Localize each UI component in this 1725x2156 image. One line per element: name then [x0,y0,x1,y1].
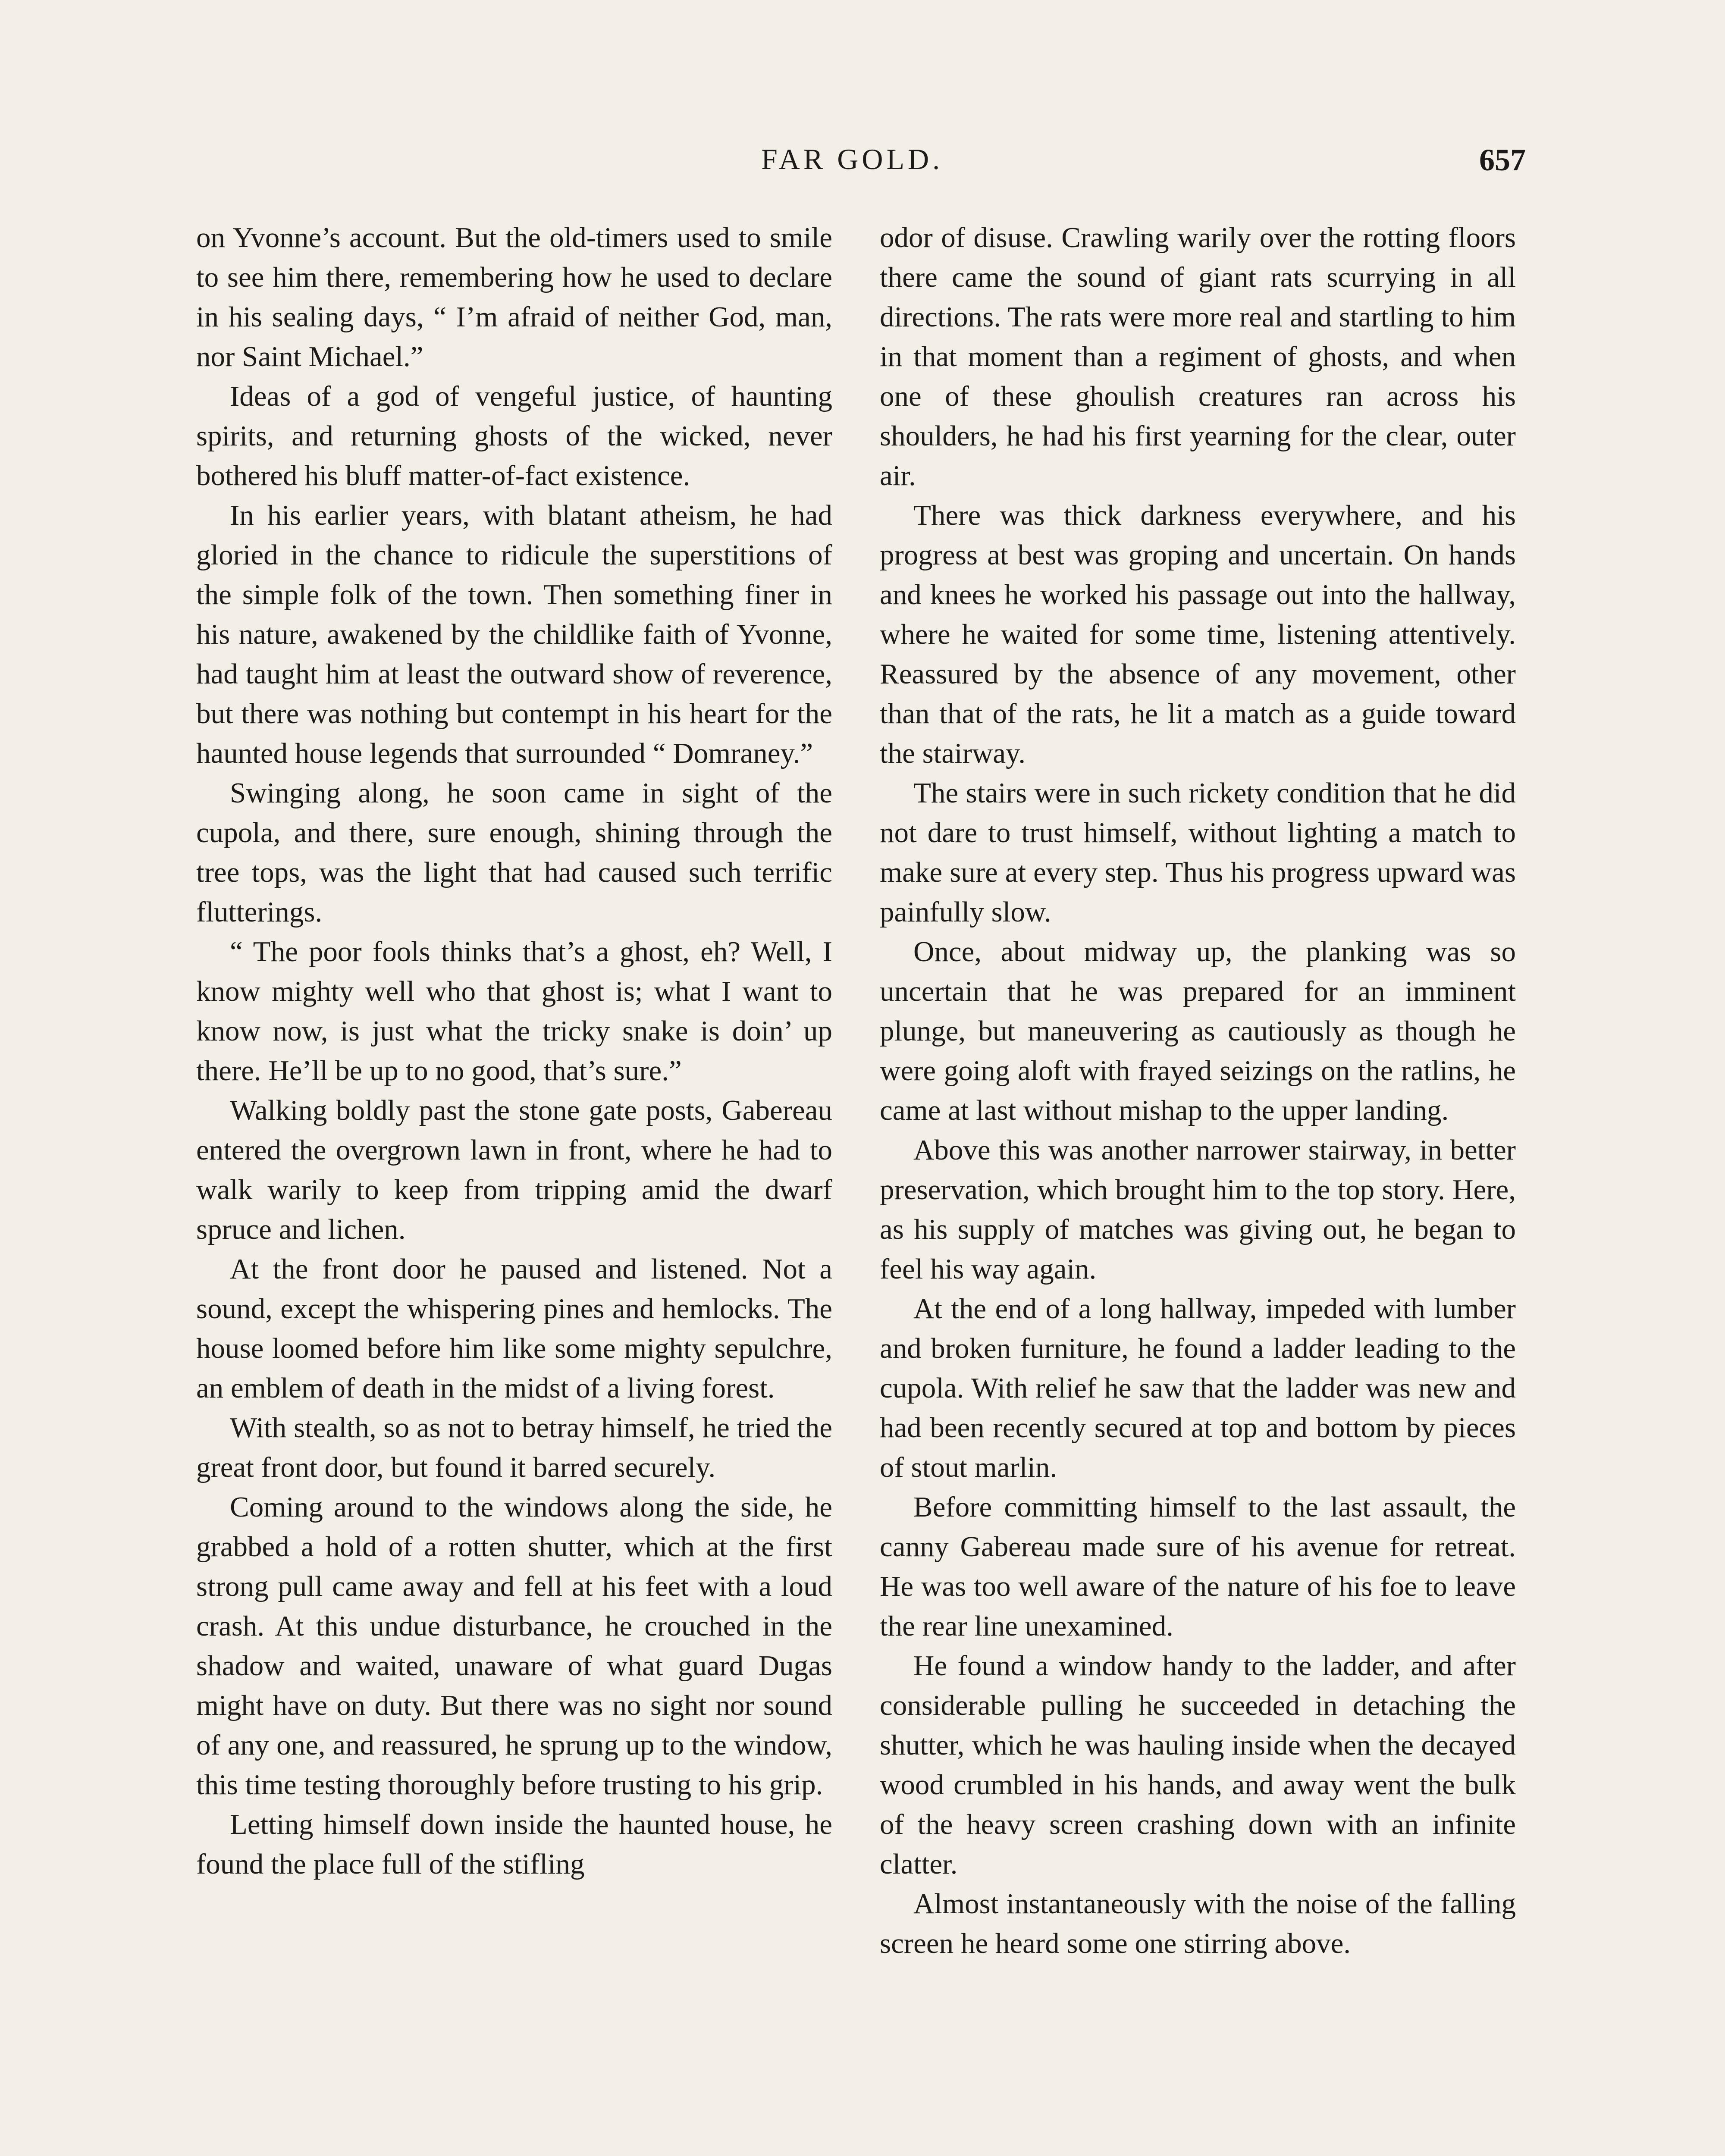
page-number: 657 [1479,143,1526,177]
paragraph: In his earlier years, with blatant atheism, he had gloried in the chance to ridicule the superstitions of the simple folk of the town. Then something finer in his nature, awakened by the childlike faith of Yvonne, had taught him at least the outward show of reverence, but there was nothing but contempt in his heart for the haunted house legends that surrounded “ Domraney.” [196,499,832,769]
paragraph: There was thick darkness everywhere, and his progress at best was groping and uncertain. On hands and knees he worked his passage out into the hallway, where he waited for some time, listening attentively. Reassured by the absence of any movement, other than that of the rats, he lit a match as a guide toward the stairway. [880,499,1516,769]
paragraph: Swinging along, he soon came in sight of the cupola, and there, sure enough, shining through the tree tops, was the light that had caused such terrific flutterings. [196,777,832,928]
paragraph: At the front door he paused and listened. Not a sound, except the whispering pines and hemlocks. The house loomed before him like some mighty sepulchre, an emblem of death in the midst of a living forest. [196,1253,832,1404]
paragraph: With stealth, so as not to betray himself, he tried the great front door, but found it barred securely. [196,1412,832,1483]
paragraph: Almost instantaneously with the noise of the falling screen he heard some one stirring above. [880,1888,1516,1959]
right-column [880,218,1516,1963]
paragraph: Coming around to the windows along the side, he grabbed a hold of a rotten shutter, which at the first strong pull came away and fell at his feet with a loud crash. At this undue disturbance, he crouched in the shadow and waited, unaware of what guard Dugas might have on duty. But there was no sight nor sound of any one, and reassured, he sprung up to the window, this time testing thoroughly before trusting to his grip. [196,1491,832,1801]
paragraph: He found a window handy to the ladder, and after considerable pulling he succeeded in detaching the shutter, which he was hauling inside when the decayed wood crumbled in his hands, and away went the bulk of the heavy screen crashing down with an infinite clatter. [880,1650,1516,1880]
paragraph: Once, about midway up, the planking was so uncertain that he was prepared for an imminent plunge, but maneuvering as cautiously as though he were going aloft with frayed seizings on the ratlins, he came at last without mishap to the upper landing. [880,936,1516,1126]
paragraph: Walking boldly past the stone gate posts, Gabereau entered the overgrown lawn in front, where he had to walk warily to keep from tripping amid the dwarf spruce and lichen. [196,1094,832,1245]
left-column [196,218,832,1884]
paragraph: At the end of a long hallway, impeded with lumber and broken furniture, he found a ladder leading to the cupola. With relief he saw that the ladder was new and had been recently secured at top and bottom by pieces of stout marlin. [880,1293,1516,1483]
paragraph: Before committing himself to the last assault, the canny Gabereau made sure of his avenue for retreat. He was too well aware of the nature of his foe to leave the rear line unexamined. [880,1491,1516,1642]
page-header-title: FAR GOLD. [761,143,944,175]
running-head [0,142,1725,194]
paragraph: Letting himself down inside the haunted house, he found the place full of the stifling [196,1808,832,1880]
paragraph: on Yvonne’s account. But the old-timers used to smile to see him there, remembering how he used to declare in his sealing days, “ I’m afraid of neither God, man, nor Saint Michael.” [196,222,832,373]
paragraph: Ideas of a god of vengeful justice, of haunting spirits, and returning ghosts of the wicked, never bothered his bluff matter-of-fact existence. [196,380,832,492]
paragraph: The stairs were in such rickety condition that he did not dare to trust himself, without lighting a match to make sure at every step. Thus his progress upward was painfully slow. [880,777,1516,928]
paragraph: odor of disuse. Crawling warily over the rotting floors there came the sound of giant rats scurrying in all directions. The rats were more real and startling to him in that moment than a regiment of ghosts, and when one of these ghoulish creatures ran across his shoulders, he had his first yearning for the clear, outer air. [880,222,1516,492]
paragraph: Above this was another narrower stairway, in better preservation, which brought him to the top story. Here, as his supply of matches was giving out, he began to feel his way again. [880,1134,1516,1285]
paragraph: “ The poor fools thinks that’s a ghost, eh? Well, I know mighty well who that ghost is; what I want to know now, is just what the tricky snake is doin’ up there. He’ll be up to no good, that’s sure.” [196,936,832,1087]
